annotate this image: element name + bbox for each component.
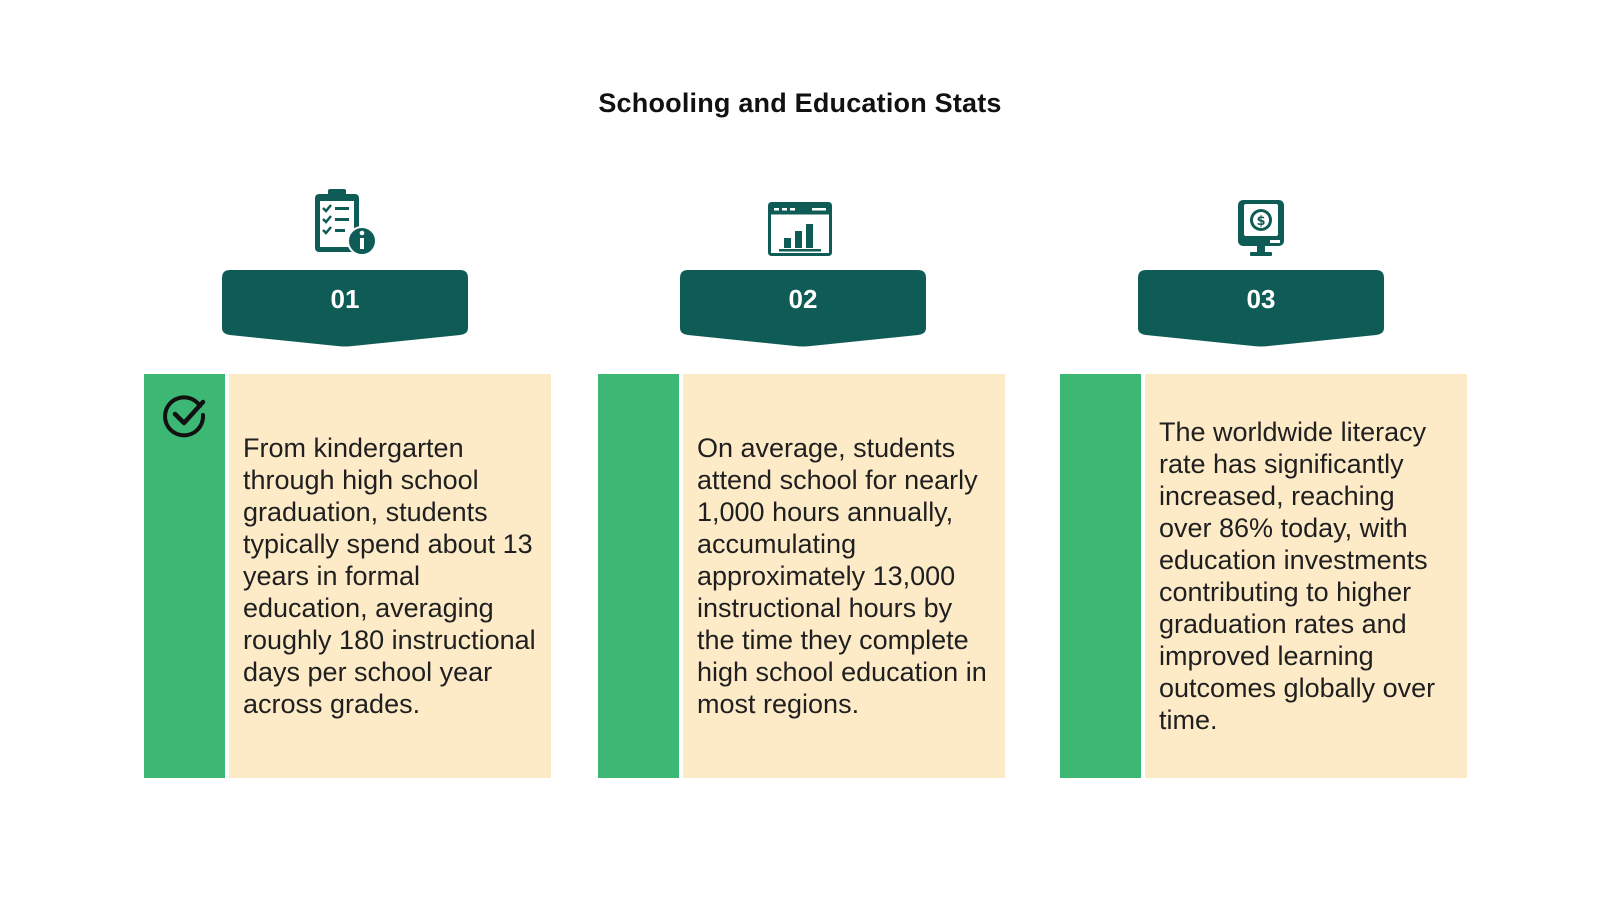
card-panel	[1145, 374, 1467, 778]
stat-card-3	[1060, 374, 1467, 778]
svg-text:$: $	[1256, 214, 1266, 229]
step-number: 03	[1246, 284, 1276, 314]
browser-bar-chart-icon	[768, 202, 832, 256]
step-badge-03	[1138, 270, 1384, 348]
card-text: From kindergarten through high school graduation, students typically spend about 13 years in formal education, averaging roughly 180 instructional days per school year across grades.	[243, 433, 536, 719]
clipboard-info-icon	[312, 188, 378, 258]
stat-card-1	[144, 374, 551, 778]
stat-card-2	[598, 374, 1005, 778]
step-badge-02	[680, 270, 926, 348]
monitor-dollar-icon	[1236, 198, 1286, 258]
page-title: Schooling and Education Stats	[598, 88, 1002, 118]
card-text: On average, students attend school for nearly 1,000 hours annually, accumulating approximately 13,000 instructional hours by the time they complete high school education in most regions.	[697, 433, 987, 719]
card-stripe	[598, 374, 679, 778]
check-circle-icon	[162, 392, 208, 438]
step-badge-01	[222, 270, 468, 348]
card-stripe	[1060, 374, 1141, 778]
card-text: The worldwide literacy rate has significantly increased, reaching over 86% today, with education investments contributing to higher graduation rates and improved learning outcomes globally over time.	[1159, 417, 1436, 735]
card-panel	[229, 374, 551, 778]
card-panel	[683, 374, 1005, 778]
card-stripe	[144, 374, 225, 778]
step-number: 01	[330, 284, 360, 314]
step-number: 02	[788, 284, 818, 314]
